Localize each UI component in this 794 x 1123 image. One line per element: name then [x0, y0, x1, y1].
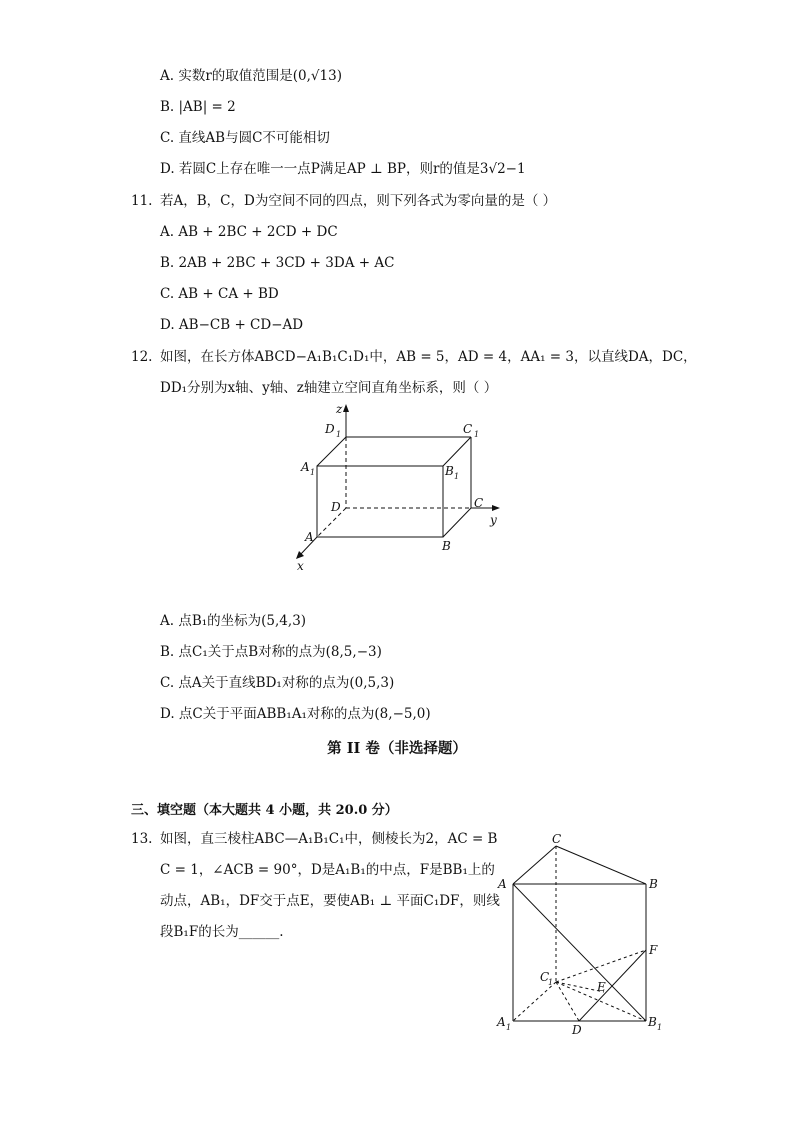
- q10-option-c: C. 直线AB与圆C不可能相切: [160, 130, 330, 146]
- label-c1-sub: 1: [474, 430, 480, 439]
- label-b1-sub: 1: [454, 472, 460, 481]
- q12-option-c: C. 点A关于直线BD₁对称的点为(0,5,3): [160, 675, 395, 691]
- y-axis-arrow-icon: [492, 505, 500, 511]
- q13-prism-figure: [490, 825, 670, 1040]
- label-a1: A: [301, 460, 310, 474]
- q13-line4: 段B₁F的长为______.: [160, 924, 284, 940]
- label-y: y: [490, 513, 497, 527]
- label-x: x: [297, 559, 304, 573]
- label-z: z: [336, 402, 343, 416]
- q10-option-b: B. |AB| = 2: [160, 99, 236, 115]
- q12-option-d: D. 点C关于平面ABB₁A₁对称的点为(8,−5,0): [160, 706, 431, 722]
- q12-number: 12.: [131, 349, 153, 365]
- label-b: B: [442, 539, 451, 553]
- label-a1-sub: 1: [506, 1023, 512, 1032]
- section-title: 第 II 卷（非选择题）: [327, 740, 467, 757]
- q11-option-d: D. AB−CB + CD−AD: [160, 317, 304, 333]
- label-d: D: [331, 500, 341, 514]
- section-heading: 三、填空题（本大题共 4 小题，共 20.0 分）: [131, 803, 398, 818]
- q12-stem-line1: 如图，在长方体ABCD−A₁B₁C₁D₁中，AB = 5，AD = 4，AA₁ = 3，以直线DA，DC，: [160, 349, 697, 365]
- q11-option-a: A. AB + 2BC + 2CD + DC: [160, 224, 338, 240]
- q11-option-c: C. AB + CA + BD: [160, 286, 279, 302]
- label-e: E: [597, 980, 606, 994]
- label-a1: A: [497, 1015, 506, 1029]
- q11-number: 11.: [131, 193, 153, 209]
- label-c: C: [474, 496, 484, 510]
- label-a1-sub: 1: [310, 468, 316, 477]
- label-d1: D: [325, 422, 335, 436]
- q12-cuboid-figure: [280, 400, 520, 575]
- z-axis-arrow-icon: [343, 404, 349, 412]
- label-b1: B: [648, 1015, 657, 1029]
- label-f: F: [649, 943, 658, 957]
- label-d: D: [572, 1023, 582, 1037]
- q13-line2: C = 1，∠ACB = 90°，D是A₁B₁的中点，F是BB₁上的: [160, 862, 495, 878]
- q13-line3: 动点，AB₁，DF交于点E，要使AB₁ ⊥ 平面C₁DF，则线: [160, 893, 500, 909]
- label-d1-sub: 1: [336, 430, 342, 439]
- q12-stem-line2: DD₁分别为x轴、y轴、z轴建立空间直角坐标系，则（ ）: [160, 380, 498, 396]
- q11-stem: 若A，B，C，D为空间不同的四点，则下列各式为零向量的是（ ）: [160, 193, 557, 209]
- label-c: C: [552, 832, 562, 846]
- label-c1-sub: 1: [548, 978, 554, 987]
- q13-line1: 如图，直三棱柱ABC—A₁B₁C₁中，侧棱长为2，AC = B: [160, 831, 498, 847]
- q13-number: 13.: [131, 831, 153, 847]
- q12-option-a: A. 点B₁的坐标为(5,4,3): [160, 613, 307, 629]
- label-c1: C: [463, 422, 473, 436]
- label-a: A: [305, 530, 314, 544]
- q12-option-b: B. 点C₁关于点B对称的点为(8,5,−3): [160, 644, 382, 660]
- label-a: A: [498, 877, 507, 891]
- q10-option-d: D. 若圆C上存在唯一一点P满足AP ⊥ BP，则r的值是3√2−1: [160, 161, 526, 177]
- label-c1: C: [540, 970, 550, 984]
- label-b1: B: [445, 464, 454, 478]
- q10-option-a: A. 实数r的取值范围是(0,√13): [160, 68, 342, 84]
- label-b1-sub: 1: [657, 1023, 663, 1032]
- label-b: B: [649, 877, 658, 891]
- q11-option-b: B. 2AB + 2BC + 3CD + 3DA + AC: [160, 255, 395, 271]
